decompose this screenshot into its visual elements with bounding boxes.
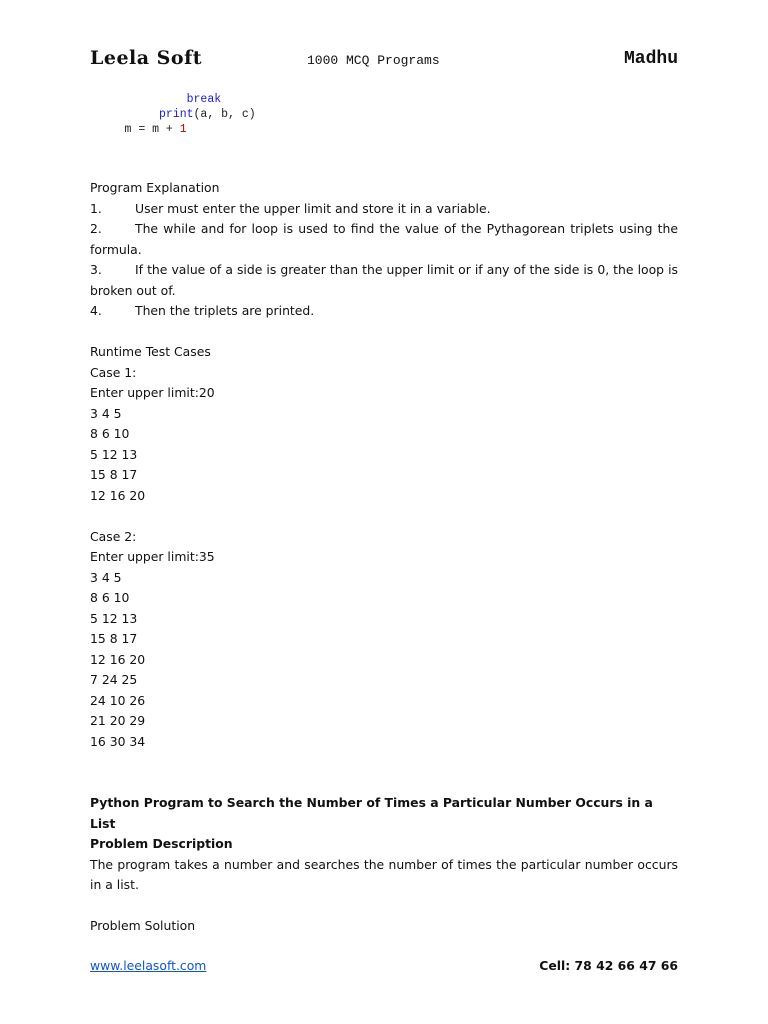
explanation-heading: Program Explanation [90, 180, 220, 195]
author-name: Madhu [623, 49, 678, 69]
output-line: 16 30 34 [90, 733, 146, 749]
spacer [90, 752, 678, 773]
output-line: 21 20 29 [90, 713, 146, 728]
tests-heading: Runtime Test Cases [90, 344, 211, 359]
website-link[interactable]: www.leelasoft.com [90, 958, 207, 973]
case-title: Case 1: [90, 364, 137, 380]
item-text: Then the triplets are printed. [135, 303, 315, 318]
code-snippet [90, 92, 256, 137]
brand-name: Leela Soft [90, 47, 203, 69]
code-keyword-break: break [186, 93, 222, 106]
description-text: The program takes a number and searches the number of times the particular number occurs in a list. [90, 856, 678, 892]
item-text: If the value of a side is greater than the upper limit or if any of the side is 0, the loop is broken out of. [90, 262, 678, 298]
code-increment-expr: m = m + [124, 123, 180, 136]
spacer [90, 322, 678, 343]
code-number-literal: 1 [179, 123, 187, 136]
output-line: 5 12 13 [90, 446, 138, 462]
code-print-args: (a, b, c) [193, 108, 256, 121]
program-title: Python Program to Search the Number of Times a Particular Number Occurs in a List [90, 795, 653, 831]
output-line: 7 24 25 [90, 672, 138, 687]
description-heading: Problem Description [90, 836, 233, 851]
page-header [90, 44, 678, 74]
item-number: 2. [90, 221, 102, 236]
explanation-item [90, 219, 678, 260]
spacer [90, 773, 678, 794]
code-indent [90, 108, 159, 121]
output-line: 3 4 5 [90, 569, 122, 585]
item-text: The while and for loop is used to find the value of the Pythagorean triplets using the formula. [90, 221, 678, 257]
output-line: 12 16 20 [90, 487, 146, 503]
item-number: 3. [90, 262, 102, 277]
explanation-item [90, 301, 678, 322]
case-prompt: Enter upper limit:35 [90, 549, 215, 564]
contact-phone: Cell: 78 42 66 47 66 [539, 958, 678, 973]
case-title: Case 2: [90, 528, 137, 544]
item-text: User must enter the upper limit and store it in a variable. [135, 200, 491, 216]
document-page [90, 0, 678, 1024]
spacer [90, 896, 678, 917]
item-number: 1. [90, 200, 102, 216]
explanation-item [90, 260, 678, 301]
page-footer [90, 958, 678, 980]
output-line: 5 12 13 [90, 610, 138, 626]
document-title: 1000 MCQ Programs [307, 53, 440, 68]
output-line: 15 8 17 [90, 467, 138, 482]
spacer [90, 506, 678, 527]
output-line: 8 6 10 [90, 426, 130, 441]
code-function-print: print [159, 108, 194, 121]
output-line: 24 10 26 [90, 692, 146, 708]
output-line: 8 6 10 [90, 590, 130, 605]
output-line: 15 8 17 [90, 631, 138, 646]
item-number: 4. [90, 303, 102, 318]
code-indent [90, 123, 125, 136]
code-indent [90, 93, 187, 106]
document-body [90, 178, 678, 937]
explanation-item [90, 199, 678, 220]
output-line: 3 4 5 [90, 405, 122, 421]
case-prompt: Enter upper limit:20 [90, 385, 215, 400]
solution-heading: Problem Solution [90, 918, 196, 933]
output-line: 12 16 20 [90, 651, 146, 667]
